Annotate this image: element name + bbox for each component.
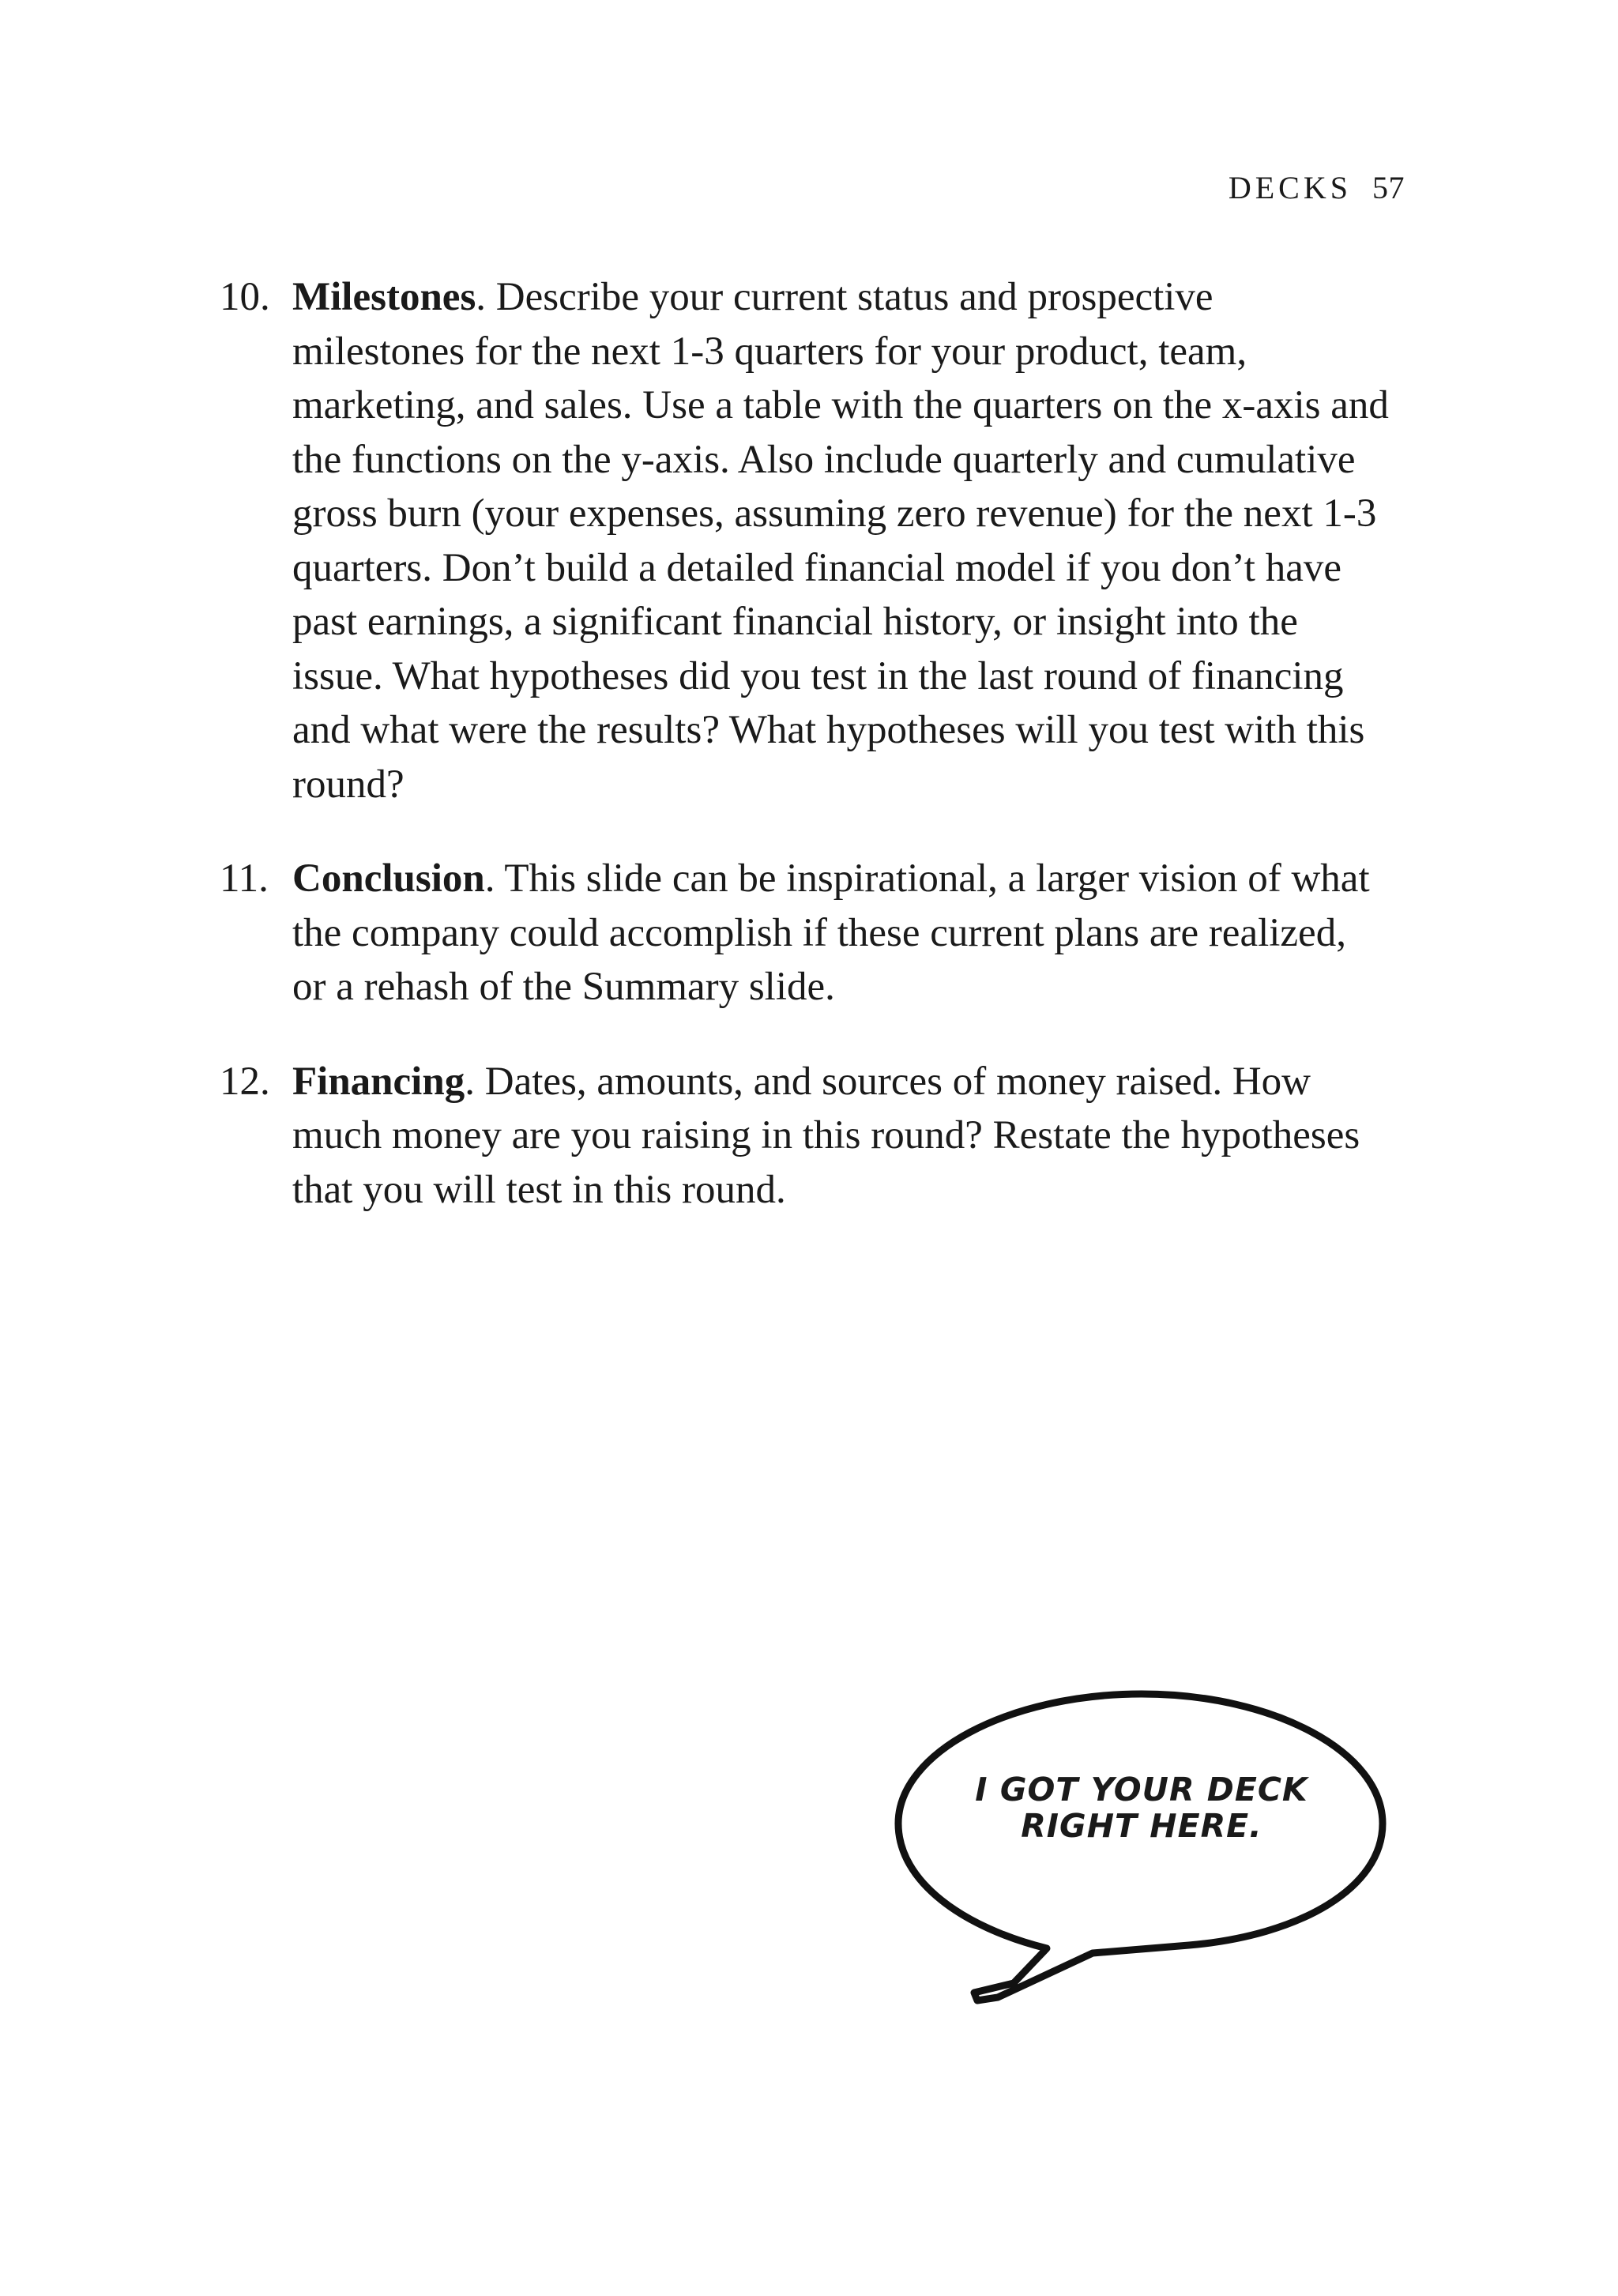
speech-line-1: I GOT YOUR DECK bbox=[975, 1771, 1308, 1809]
speech-bubble-text bbox=[964, 1771, 1319, 1844]
speech-line-2: RIGHT HERE. bbox=[1021, 1807, 1262, 1845]
numbered-list bbox=[220, 270, 1389, 1257]
item-text: . This slide can be inspirational, a larger vision of what the company could accomplish if these current plans are realized, or a rehash of the Summary slide. bbox=[292, 856, 1370, 1009]
list-item-conclusion bbox=[220, 852, 1389, 1014]
item-heading: Milestones bbox=[292, 275, 476, 319]
running-head bbox=[1229, 169, 1405, 206]
item-text: . Dates, amounts, and sources of money raised. How much money are you raising in this round? Restate the hypotheses that you will test in this round. bbox=[292, 1059, 1360, 1212]
list-item-milestones bbox=[220, 270, 1389, 811]
item-heading: Financing bbox=[292, 1059, 465, 1104]
page-number: 57 bbox=[1372, 170, 1405, 205]
list-item-financing bbox=[220, 1055, 1389, 1218]
speech-bubble bbox=[889, 1675, 1394, 2007]
item-number: 12. bbox=[220, 1059, 270, 1104]
item-text: . Describe your current status and prospective milestones for the next 1-3 quarters for your product, team, marketing, and sales. Use a table with the quarters on the x-axis and the functions on the y-axis. Also include quarterly and cumulative gross burn (your expenses, assuming zero revenue) for the next 1-3 quarters. Don’t build a detailed financial model if you don’t have past earnings, a significant financial history, or insight into the issue. What hypotheses did you test in the last round of financing and what were the results? What hypotheses will you test with this round? bbox=[292, 275, 1389, 807]
item-number: 11. bbox=[220, 856, 269, 901]
item-heading: Conclusion bbox=[292, 856, 485, 901]
running-head-section: DECKS bbox=[1228, 170, 1352, 205]
item-number: 10. bbox=[220, 275, 270, 319]
